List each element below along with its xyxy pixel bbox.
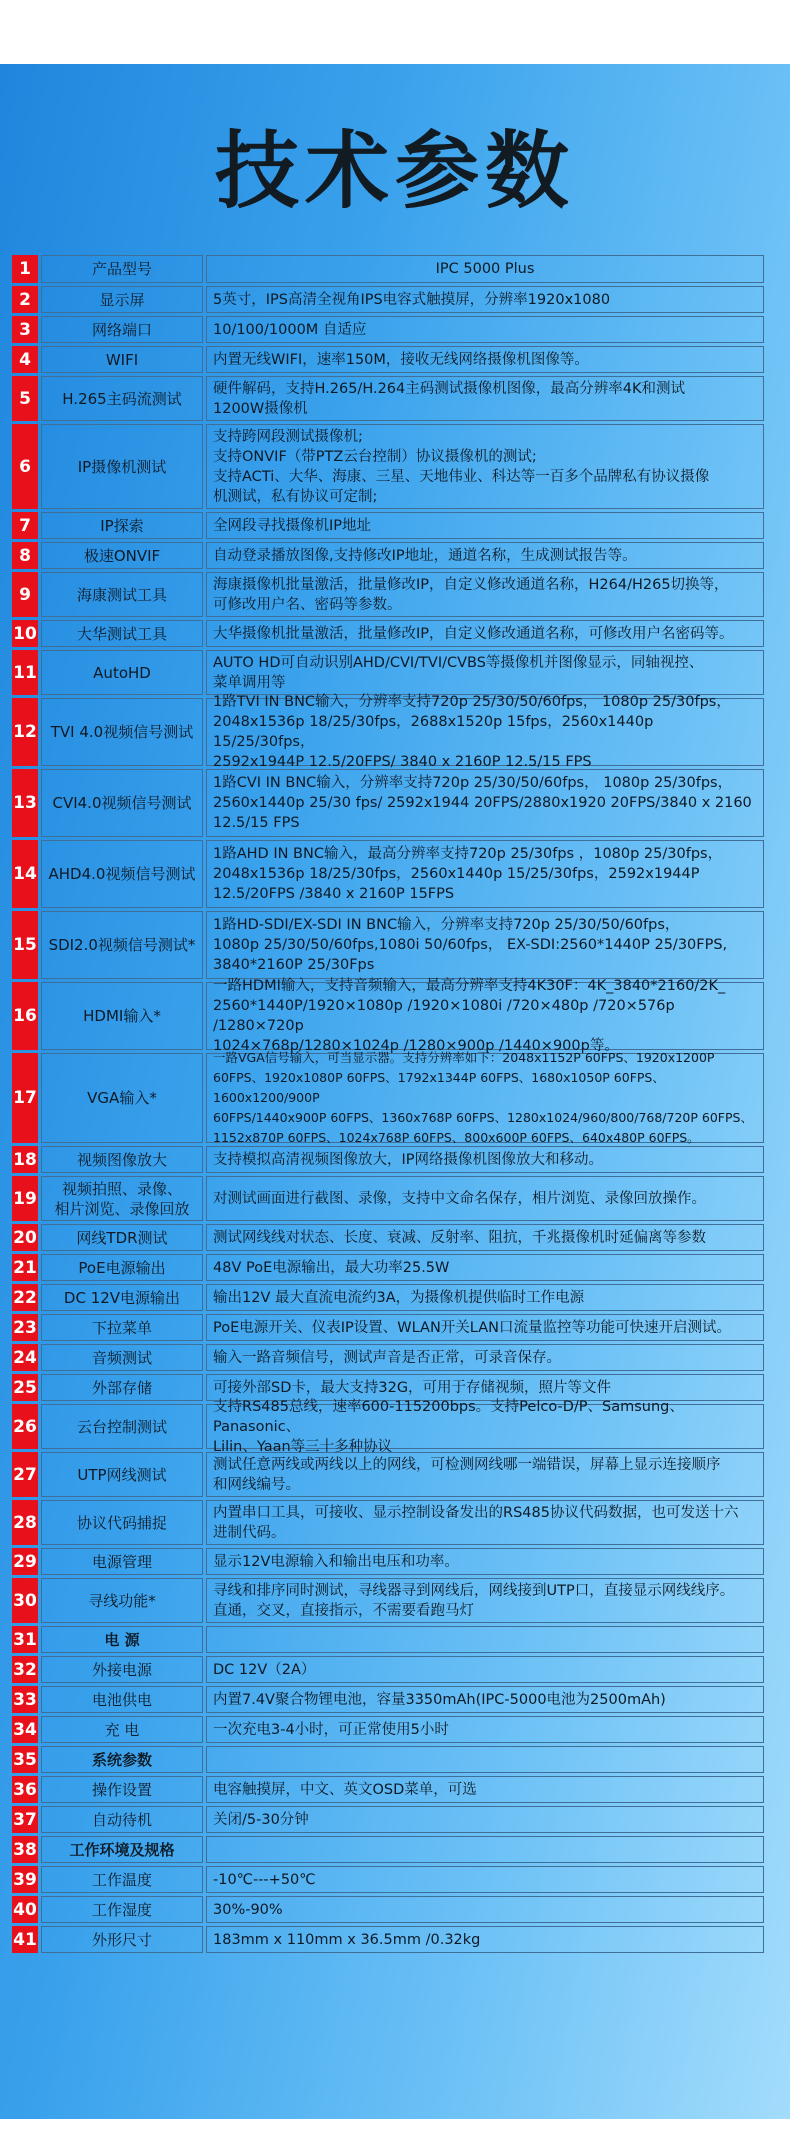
row-number-badge: 20 (12, 1224, 38, 1251)
spec-name: PoE电源输出 (41, 1254, 203, 1281)
spec-row (12, 376, 764, 421)
spec-value: 可接外部SD卡，最大支持32G，可用于存储视频，照片等文件 (206, 1374, 764, 1401)
row-number-badge: 31 (12, 1626, 38, 1653)
row-number-badge: 7 (12, 512, 38, 539)
spec-row (12, 346, 764, 373)
row-number-badge: 13 (12, 769, 38, 837)
spec-row (12, 694, 764, 770)
spec-name: 工作湿度 (41, 1896, 203, 1923)
spec-row (12, 1896, 764, 1923)
spec-value: 测试网线线对状态、长度、衰减、反射率、阻抗，千兆摄像机时延偏离等参数 (206, 1224, 764, 1251)
spec-name: VGA输入* (41, 1053, 203, 1143)
spec-row (12, 1578, 764, 1623)
row-number-badge: 32 (12, 1656, 38, 1683)
spec-row (12, 840, 764, 908)
spec-name: 电源管理 (41, 1548, 203, 1575)
row-number-badge: 28 (12, 1500, 38, 1545)
spec-name: 外形尺寸 (41, 1926, 203, 1953)
spec-table (12, 255, 764, 1956)
spec-value: 寻线和排序同时测试，寻线器寻到网线后，网线接到UTP口，直接显示网线线序。 直通，交叉，直接指示，不需要看跑马灯 (206, 1578, 764, 1623)
spec-row (12, 572, 764, 617)
spec-name: TVI 4.0视频信号测试 (41, 698, 203, 766)
row-number-badge: 16 (12, 982, 38, 1050)
spec-name: UTP网线测试 (41, 1452, 203, 1497)
spec-name: 外接电源 (41, 1656, 203, 1683)
spec-name: AHD4.0视频信号测试 (41, 840, 203, 908)
spec-row (12, 1746, 764, 1773)
spec-row (12, 1254, 764, 1281)
spec-value (206, 1836, 764, 1863)
row-number-badge: 25 (12, 1374, 38, 1401)
spec-name: IP摄像机测试 (41, 424, 203, 509)
spec-row (12, 1284, 764, 1311)
row-number-badge: 8 (12, 542, 38, 569)
spec-name: 下拉菜单 (41, 1314, 203, 1341)
row-number-badge: 37 (12, 1806, 38, 1833)
spec-name: 云台控制测试 (41, 1404, 203, 1449)
row-number-badge: 21 (12, 1254, 38, 1281)
spec-row (12, 620, 764, 647)
row-number-badge: 18 (12, 1146, 38, 1173)
spec-value: 支持模拟高清视频图像放大，IP网络摄像机图像放大和移动。 (206, 1146, 764, 1173)
spec-value: IPC 5000 Plus (206, 255, 764, 283)
spec-row (12, 1398, 764, 1455)
spec-value (206, 1746, 764, 1773)
spec-value: 一路HDMI输入，支持音频输入，最高分辨率支持4K30F：4K_3840*2160/2K_ 2560*1440P/1920×1080p /1920×1080i /720×480p /720×576p /1280×720p 1024×768p/1280×1024p /1280×900p /1440×900p等。 (206, 982, 764, 1050)
spec-value: 内置串口工具，可接收、显示控制设备发出的RS485协议代码数据，也可发送十六 进制代码。 (206, 1500, 764, 1545)
row-number-badge: 11 (12, 650, 38, 695)
spec-row (12, 1344, 764, 1371)
spec-name: 工作温度 (41, 1866, 203, 1893)
spec-value: DC 12V（2A） (206, 1656, 764, 1683)
row-number-badge: 23 (12, 1314, 38, 1341)
spec-value: 测试任意两线或两线以上的网线，可检测网线哪一端错误，屏幕上显示连接顺序 和网线编号。 (206, 1452, 764, 1497)
spec-name: 电池供电 (41, 1686, 203, 1713)
spec-row (12, 1836, 764, 1863)
row-number-badge: 19 (12, 1176, 38, 1221)
spec-value: 对测试画面进行截图、录像，支持中文命名保存，相片浏览、录像回放操作。 (206, 1176, 764, 1221)
spec-value (206, 1626, 764, 1653)
spec-row (12, 911, 764, 979)
row-number-badge: 27 (12, 1452, 38, 1497)
spec-row (12, 1146, 764, 1173)
spec-name: 外部存储 (41, 1374, 203, 1401)
row-number-badge: 26 (12, 1404, 38, 1449)
row-number-badge: 2 (12, 286, 38, 313)
row-number-badge: 40 (12, 1896, 38, 1923)
spec-value: 30%-90% (206, 1896, 764, 1923)
page-title: 技术参数 (214, 121, 575, 220)
spec-value: 10/100/1000M 自适应 (206, 316, 764, 343)
spec-row (12, 1452, 764, 1497)
spec-name: 自动待机 (41, 1806, 203, 1833)
row-number-badge: 5 (12, 376, 38, 421)
spec-value: 1路TVI IN BNC输入，分辨率支持720p 25/30/50/60fps， 1080p 25/30fps， 2048x1536p 18/25/30fps，2688x1520p 15fps，2560x1440p 15/25/30fps， 2592x1944P 12.5/20FPS/ 3840 x 2160P 12.5/15 FPS (206, 698, 764, 766)
spec-row (12, 542, 764, 569)
spec-row (12, 255, 764, 283)
row-number-badge: 34 (12, 1716, 38, 1743)
spec-row (12, 424, 764, 509)
spec-name: 视频拍照、录像、 相片浏览、录像回放 (41, 1176, 203, 1221)
row-number-badge: 15 (12, 911, 38, 979)
spec-value: 全网段寻找摄像机IP地址 (206, 512, 764, 539)
spec-row (12, 1716, 764, 1743)
spec-value: 一次充电3-4小时，可正常使用5小时 (206, 1716, 764, 1743)
spec-value: 内置7.4V聚合物锂电池，容量3350mAh(IPC-5000电池为2500mAh) (206, 1686, 764, 1713)
spec-name: IP探索 (41, 512, 203, 539)
spec-value: 大华摄像机批量激活，批量修改IP，自定义修改通道名称，可修改用户名密码等。 (206, 620, 764, 647)
spec-name: 工作环境及规格 (41, 1836, 203, 1863)
spec-value: 1路CVI IN BNC输入，分辨率支持720p 25/30/50/60fps， 1080p 25/30fps， 2560x1440p 25/30 fps/ 2592x1944 20FPS/2880x1920 20FPS/3840 x 2160 12.5/15 FPS (206, 769, 764, 837)
spec-name: 极速ONVIF (41, 542, 203, 569)
row-number-badge: 39 (12, 1866, 38, 1893)
spec-name: 音频测试 (41, 1344, 203, 1371)
spec-name: 电 源 (41, 1626, 203, 1653)
row-number-badge: 9 (12, 572, 38, 617)
row-number-badge: 35 (12, 1746, 38, 1773)
spec-row (12, 1224, 764, 1251)
spec-value: 海康摄像机批量激活，批量修改IP，自定义修改通道名称，H264/H265切换等， 可修改用户名、密码等参数。 (206, 572, 764, 617)
spec-name: 系统参数 (41, 1746, 203, 1773)
spec-row (12, 1866, 764, 1893)
spec-value: 一路VGA信号输入，可当显示器。支持分辨率如下：2048x1152P 60FPS、1920x1200P 60FPS、1920x1080P 60FPS、1792x1344P 60FPS、1680x1050P 60FPS、1600x1200/900P 60FPS/1440x900P 60FPS、1360x768P 60FPS、1280x1024/960/800/768/720P 60FPS、 1152x870P 60FPS、1024x768P 60FPS、800x600P 60FPS、640x480P 60FPS。 (206, 1053, 764, 1143)
spec-name: AutoHD (41, 650, 203, 695)
spec-row (12, 1656, 764, 1683)
spec-row (12, 1926, 764, 1953)
spec-row (12, 769, 764, 837)
row-number-badge: 12 (12, 698, 38, 766)
spec-value: -10℃---+50℃ (206, 1866, 764, 1893)
spec-name: 寻线功能* (41, 1578, 203, 1623)
spec-name: H.265主码流测试 (41, 376, 203, 421)
spec-row (12, 1626, 764, 1653)
row-number-badge: 4 (12, 346, 38, 373)
spec-row (12, 1548, 764, 1575)
spec-name: 操作设置 (41, 1776, 203, 1803)
spec-name: 网络端口 (41, 316, 203, 343)
spec-name: 显示屏 (41, 286, 203, 313)
spec-row (12, 316, 764, 343)
row-number-badge: 1 (12, 255, 38, 283)
spec-name: 网线TDR测试 (41, 1224, 203, 1251)
spec-name: 视频图像放大 (41, 1146, 203, 1173)
spec-name: CVI4.0视频信号测试 (41, 769, 203, 837)
spec-row (12, 1314, 764, 1341)
row-number-badge: 41 (12, 1926, 38, 1953)
spec-value: PoE电源开关、仪表IP设置、WLAN开关LAN口流量监控等功能可快速开启测试。 (206, 1314, 764, 1341)
spec-row (12, 650, 764, 695)
spec-name: 海康测试工具 (41, 572, 203, 617)
row-number-badge: 14 (12, 840, 38, 908)
row-number-badge: 10 (12, 620, 38, 647)
spec-name: DC 12V电源输出 (41, 1284, 203, 1311)
spec-name: 充 电 (41, 1716, 203, 1743)
spec-value: 内置无线WIFI，速率150M，接收无线网络摄像机图像等。 (206, 346, 764, 373)
row-number-badge: 30 (12, 1578, 38, 1623)
spec-value: 电容触摸屏，中文、英文OSD菜单，可选 (206, 1776, 764, 1803)
row-number-badge: 3 (12, 316, 38, 343)
spec-name: 产品型号 (41, 255, 203, 283)
spec-value: 显示12V电源输入和输出电压和功率。 (206, 1548, 764, 1575)
spec-value: 183mm x 110mm x 36.5mm /0.32kg (206, 1926, 764, 1953)
spec-name: SDI2.0视频信号测试* (41, 911, 203, 979)
row-number-badge: 6 (12, 424, 38, 509)
spec-name: 大华测试工具 (41, 620, 203, 647)
spec-value: 输入一路音频信号，测试声音是否正常，可录音保存。 (206, 1344, 764, 1371)
spec-row (12, 1806, 764, 1833)
spec-row (12, 286, 764, 313)
row-number-badge: 22 (12, 1284, 38, 1311)
spec-value: AUTO HD可自动识别AHD/CVI/TVI/CVBS等摄像机并图像显示，同轴视控、 菜单调用等 (206, 650, 764, 695)
row-number-badge: 36 (12, 1776, 38, 1803)
spec-row (12, 978, 764, 1054)
spec-name: HDMI输入* (41, 982, 203, 1050)
spec-value: 1路AHD IN BNC输入，最高分辨率支持720p 25/30fps ，1080p 25/30fps， 2048x1536p 18/25/30fps，2560x1440p 15/25/30fps，2592x1944P 12.5/20FPS /3840 x 2160P 15FPS (206, 840, 764, 908)
row-number-badge: 17 (12, 1053, 38, 1143)
row-number-badge: 24 (12, 1344, 38, 1371)
spec-row (12, 1050, 764, 1145)
spec-name: WIFI (41, 346, 203, 373)
spec-value: 5英寸，IPS高清全视角IPS电容式触摸屏，分辨率1920x1080 (206, 286, 764, 313)
spec-row (12, 1500, 764, 1545)
spec-row (12, 1176, 764, 1221)
row-number-badge: 29 (12, 1548, 38, 1575)
spec-value: 自动登录播放图像,支持修改IP地址，通道名称，生成测试报告等。 (206, 542, 764, 569)
spec-value: 关闭/5-30分钟 (206, 1806, 764, 1833)
spec-name: 协议代码捕捉 (41, 1500, 203, 1545)
spec-value: 输出12V 最大直流电流约3A，为摄像机提供临时工作电源 (206, 1284, 764, 1311)
spec-row (12, 512, 764, 539)
spec-row (12, 1686, 764, 1713)
spec-value: 48V PoE电源输出，最大功率25.5W (206, 1254, 764, 1281)
spec-value: 支持跨网段测试摄像机; 支持ONVIF（带PTZ云台控制）协议摄像机的测试; 支持ACTi、大华、海康、三星、天地伟业、科达等一百多个品牌私有协议摄像 机测试，私有协议可定制; (206, 424, 764, 509)
row-number-badge: 33 (12, 1686, 38, 1713)
spec-row (12, 1776, 764, 1803)
spec-value: 硬件解码，支持H.265/H.264主码测试摄像机图像，最高分辨率4K和测试 1200W摄像机 (206, 376, 764, 421)
spec-value: 支持RS485总线，速率600-115200bps。支持Pelco-D/P、Samsung、Panasonic、 Lilin、Yaan等三十多种协议 (206, 1404, 764, 1449)
spec-value: 1路HD-SDI/EX-SDI IN BNC输入，分辨率支持720p 25/30/50/60fps， 1080p 25/30/50/60fps,1080i 50/60fps， EX-SDI:2560*1440P 25/30FPS, 3840*2160P 25/30Fps (206, 911, 764, 979)
row-number-badge: 38 (12, 1836, 38, 1863)
